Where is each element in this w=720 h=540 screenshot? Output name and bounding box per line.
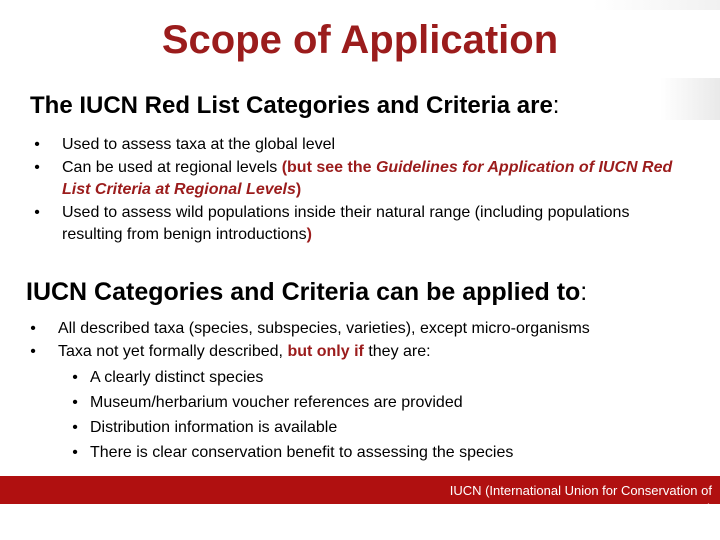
slide-title: Scope of Application	[161, 18, 559, 62]
sub-bullet-voucher-references	[72, 390, 698, 415]
condition-emphasis: but only if	[287, 343, 364, 360]
bullet-dot: •	[72, 419, 78, 436]
bullet-wild-populations	[34, 202, 692, 247]
section1-heading-colon: :	[552, 92, 560, 119]
section2-heading-colon: :	[580, 278, 588, 306]
sub-bullet-distinct-species	[72, 365, 698, 390]
sub-bullet-text: A clearly distinct species	[90, 369, 264, 386]
section2-heading-text: IUCN Categories and Criteria can be applied to	[26, 278, 581, 306]
section1-bullet-list	[34, 134, 692, 247]
bullet-described-taxa	[30, 317, 698, 340]
bullet-dot: •	[34, 158, 40, 176]
sub-bullet-text: There is clear conservation benefit to assessing the species	[90, 444, 514, 461]
bullet-note-open: (but see the	[281, 158, 376, 176]
footer-bar	[0, 476, 720, 516]
bullet-undescribed-taxa	[30, 340, 698, 465]
bullet-text: All described taxa (species, subspecies, varieties), except micro-organisms	[58, 320, 590, 337]
bullet-text: Used to assess wild populations inside their natural range (including populations resulting from benign introductions	[62, 203, 630, 243]
section1-heading-text: The IUCN Red List Categories and Criteria are	[30, 92, 553, 119]
bullet-regional-levels	[34, 157, 692, 202]
footer-organization: IUCN (International Union for Conservation of Nature)	[449, 483, 712, 516]
section2-heading	[26, 278, 587, 307]
section2-bullet-list	[30, 317, 698, 465]
bullet-dot: •	[34, 136, 40, 153]
bullet-dot: •	[34, 203, 40, 221]
bullet-text-tail: they are:	[363, 343, 431, 360]
bullet-dot: •	[30, 343, 36, 360]
bullet-global-level	[34, 134, 692, 157]
sub-bullet-conservation-benefit	[72, 440, 698, 465]
side-decoration	[660, 78, 720, 120]
bullet-dot: •	[72, 394, 78, 411]
condition-sub-list	[72, 365, 698, 465]
section1-heading	[30, 92, 559, 120]
sub-bullet-distribution-info	[72, 415, 698, 440]
bullet-text: Used to assess taxa at the global level	[62, 136, 336, 153]
bullet-text: Can be used at regional levels	[62, 158, 282, 176]
sub-bullet-text: Museum/herbarium voucher references are provided	[90, 394, 463, 411]
bullet-paren-close: )	[306, 226, 312, 243]
bullet-text: Taxa not yet formally described,	[58, 343, 288, 360]
bullet-note-close: )	[295, 181, 302, 198]
bullet-dot: •	[72, 369, 78, 386]
bullet-dot: •	[72, 444, 78, 461]
top-decoration	[592, 0, 720, 10]
guidelines-reference: Guidelines for Application of IUCN Red List Criteria at Regional Levels	[62, 158, 673, 198]
bullet-dot: •	[30, 320, 36, 337]
sub-bullet-text: Distribution information is available	[90, 419, 338, 436]
